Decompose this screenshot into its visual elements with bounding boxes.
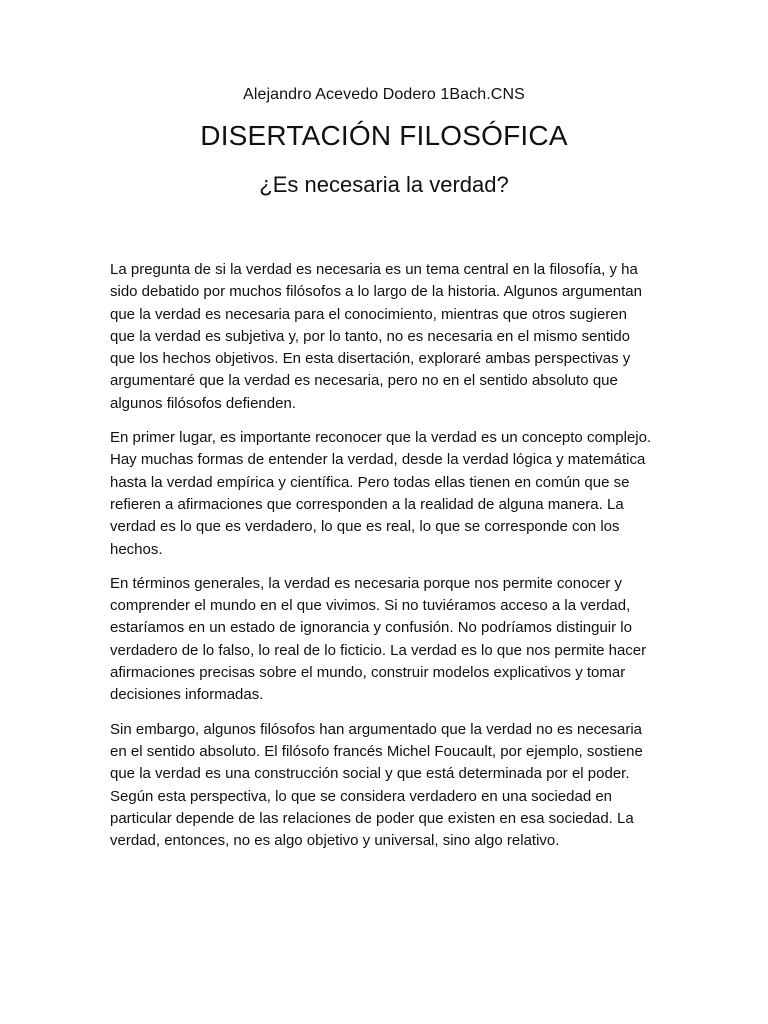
paragraph-2: En primer lugar, es importante reconocer que la verdad es un concepto complejo. Hay muchas formas de entender la verdad, desde la verdad lógica y matemática hasta la verdad empírica y científica. Pero todas ellas tienen en común que se refieren a afirmaciones que corresponden a la realidad de alguna manera. La verdad es lo que es verdadero, lo que es real, lo que se corresponde con los hechos. xyxy=(110,429,652,558)
essay-body xyxy=(110,259,655,864)
paragraph-3: En términos generales, la verdad es necesaria porque nos permite conocer y comprender el mundo en el que vivimos. Si no tuviéramos acceso a la verdad, estaríamos en un estado de ignorancia y confusión. No podríamos distinguir lo verdadero de lo falso, lo real de lo ficticio. La verdad es lo que nos permite hacer afirmaciones precisas sobre el mundo, construir modelos explicativos y tomar decisiones informadas. xyxy=(110,574,647,704)
paragraph-4: Sin embargo, algunos filósofos han argumentado que la verdad no es necesaria en el sentido absoluto. El filósofo francés Michel Foucault, por ejemplo, sostiene que la verdad es una construcción social y que está determinada por el poder. Según esta perspectiva, lo que se considera verdadero en una sociedad en particular depende de las relaciones de poder que existen en esa sociedad. La verdad, entonces, no es algo objetivo y universal, sino algo relativo. xyxy=(110,720,643,850)
page-title: DISERTACIÓN FILOSÓFICA xyxy=(200,120,568,151)
page-subtitle: ¿Es necesaria la verdad? xyxy=(259,172,509,197)
paragraph-1: La pregunta de si la verdad es necesaria es un tema central en la filosofía, y ha sido debatido por muchos filósofos a lo largo de la historia. Algunos argumentan que la verdad es necesaria para el conocimiento, mientras que otros sugieren que la verdad es subjetiva y, por lo tanto, no es necesaria en el mismo sentido que los hechos objetivos. En esta disertación, exploraré ambas perspectivas y argumentaré que la verdad es necesaria, pero no en el sentido absoluto que algunos filósofos defienden. xyxy=(110,261,642,412)
author-line: Alejandro Acevedo Dodero 1Bach.CNS xyxy=(243,86,525,103)
